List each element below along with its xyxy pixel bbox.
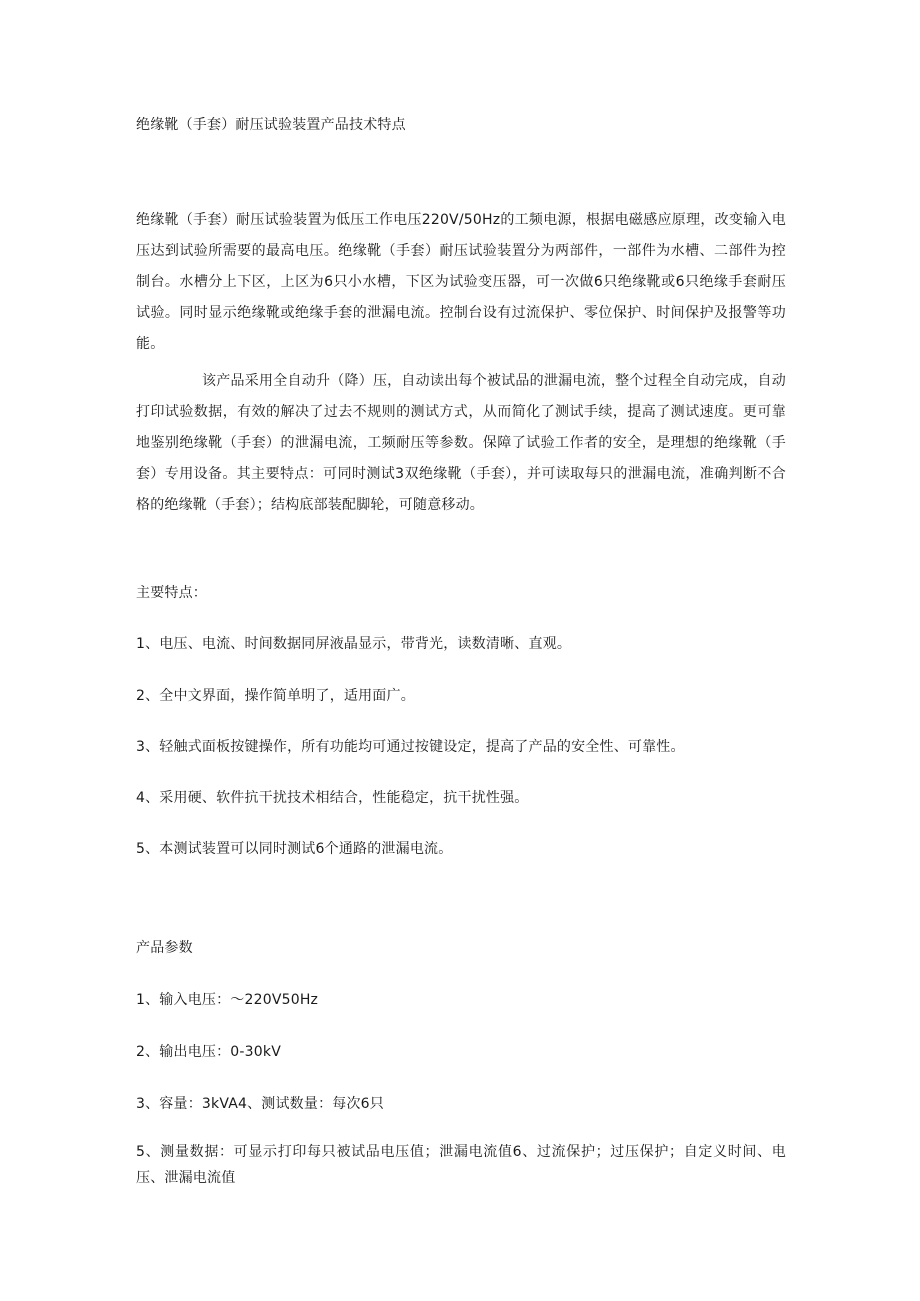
document-title: 绝缘靴（手套）耐压试验装置产品技术特点	[136, 117, 406, 133]
intro-paragraph-2: 该产品采用全自动升（降）压，自动读出每个被试品的泄漏电流，整个过程全自动完成，自动打印试验数据，有效的解决了过去不规则的测试方式，从而简化了测试手续，提高了测试速度。更可靠地鉴别绝缘靴（手套）的泄漏电流，工频耐压等参数。保障了试验工作者的安全，是理想的绝缘靴（手套）专用设备。其主要特点：可同时测试3双绝缘靴（手套），并可读取每只的泄漏电流，准确判断不合格的绝缘靴（手套）；结构底部装配脚轮，可随意移动。	[136, 373, 786, 513]
features-heading: 主要特点：	[136, 585, 207, 601]
params-heading: 产品参数	[136, 940, 193, 956]
param-item-2: 2、输出电压：0-30kV	[136, 1044, 281, 1060]
intro-paragraph-1: 绝缘靴（手套）耐压试验装置为低压工作电压220V/50Hz的工频电源，根据电磁感应原理，改变输入电压达到试验所需要的最高电压。绝缘靴（手套）耐压试验装置分为两部件，一部件为水槽、二部件为控制台。水槽分上下区，上区为6只小水槽，下区为试验变压器，可一次做6只绝缘靴或6只绝缘手套耐压试验。同时显示绝缘靴或绝缘手套的泄漏电流。控制台设有过流保护、零位保护、时间保护及报警等功能。	[136, 212, 786, 352]
feature-item-5: 5、本测试装置可以同时测试6个通路的泄漏电流。	[136, 841, 453, 857]
feature-item-1: 1、电压、电流、时间数据同屏液晶显示，带背光，读数清晰、直观。	[136, 636, 572, 652]
feature-item-4: 4、采用硬、软件抗干扰技术相结合，性能稳定，抗干扰性强。	[136, 790, 529, 806]
param-item-3: 3、容量：3kVA4、测试数量：每次6只	[136, 1096, 384, 1112]
param-item-1: 1、输入电压：～220V50Hz	[136, 992, 319, 1008]
feature-item-2: 2、全中文界面，操作简单明了，适用面广。	[136, 688, 415, 704]
feature-item-3: 3、轻触式面板按键操作，所有功能均可通过按键设定，提高了产品的安全性、可靠性。	[136, 739, 685, 755]
param-item-5: 5、测量数据：可显示打印每只被试品电压值；泄漏电流值6、过流保护；过压保护；自定义时间、电压、泄漏电流值	[136, 1144, 786, 1186]
